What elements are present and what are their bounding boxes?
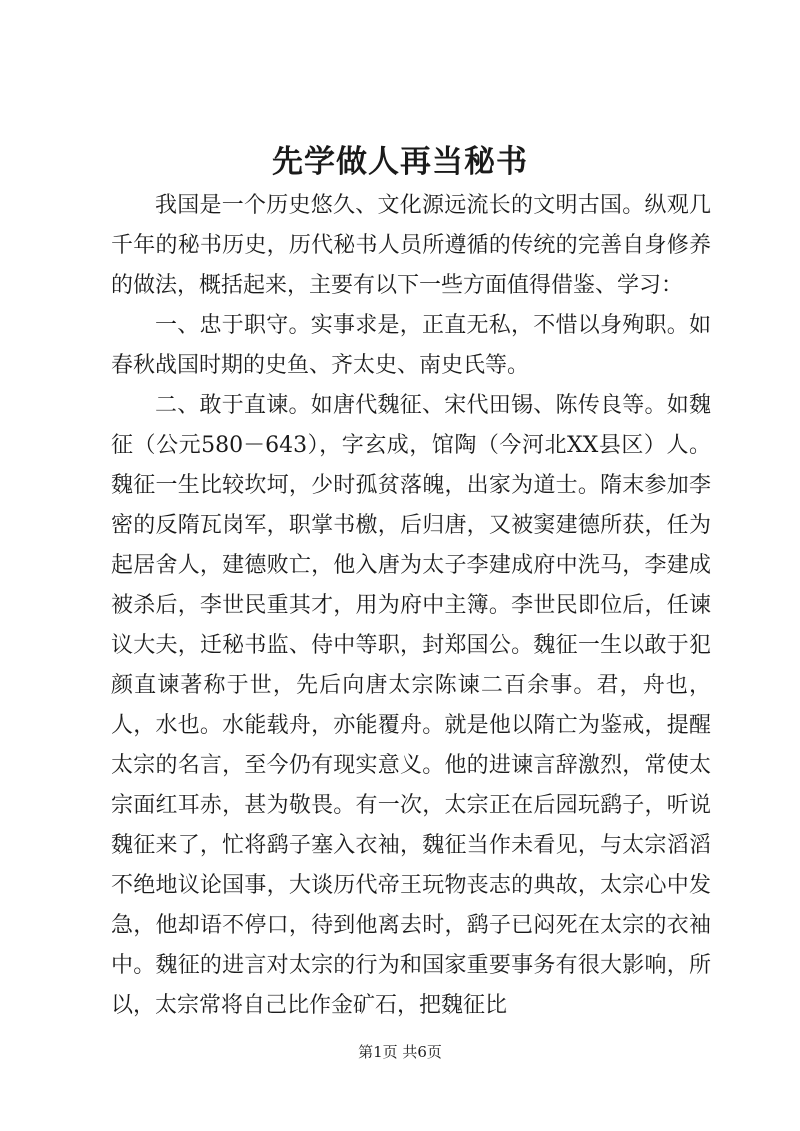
paragraph-intro: 我国是一个历史悠久、文化源远流长的文明古国。纵观几千年的秘书历史，历代秘书人员所遵循的传统的完善自身修养的做法，概括起来，主要有以下一些方面值得借鉴、学习： xyxy=(111,193,711,298)
paragraph-point-two: 二、敢于直谏。如唐代魏征、宋代田锡、陈传良等。如魏征（公元580－643），字玄成，馆陶（今河北XX县区）人。魏征一生比较坎坷，少时孤贫落魄，出家为道士。隋末参加李密的反隋瓦岗军，职掌书檄，后归唐，又被窦建德所获，任为起居舍人，建德败亡，他入唐为太子李建成府中洗马，李建成被杀后，李世民重其才，用为府中主簿。李世民即位后，任谏议大夫，迁秘书监、侍中等职，封郑国公。魏征一生以敢于犯颜直谏著称于世，先后向唐太宗陈谏二百余事。君，舟也，人，水也。水能载舟，亦能覆舟。就是他以隋亡为鉴戒，提醒太宗的名言，至今仍有现实意义。他的进谏言辞激烈，常使太宗面红耳赤，甚为敬畏。有一次，太宗正在后园玩鹞子，听说魏征来了，忙将鹞子塞入衣袖，魏征当作未看见，与太宗滔滔不绝地议论国事，大谈历代帝王玩物丧志的典故，太宗心中发急，他却语不停口，待到他离去时，鹞子已闷死在太宗的衣袖中。魏征的进言对太宗的行为和国家重要事务有很大影响，所以，太宗常将自己比作金矿石，把魏征比 xyxy=(111,393,711,1018)
page-footer: 第1页 共6页 xyxy=(358,1043,442,1061)
paragraph-point-one: 一、忠于职守。实事求是，正直无私，不惜以身殉职。如春秋战国时期的史鱼、齐太史、南史氏等。 xyxy=(111,313,711,378)
document-title: 先学做人再当秘书 xyxy=(272,144,528,180)
document-body xyxy=(111,186,711,1026)
